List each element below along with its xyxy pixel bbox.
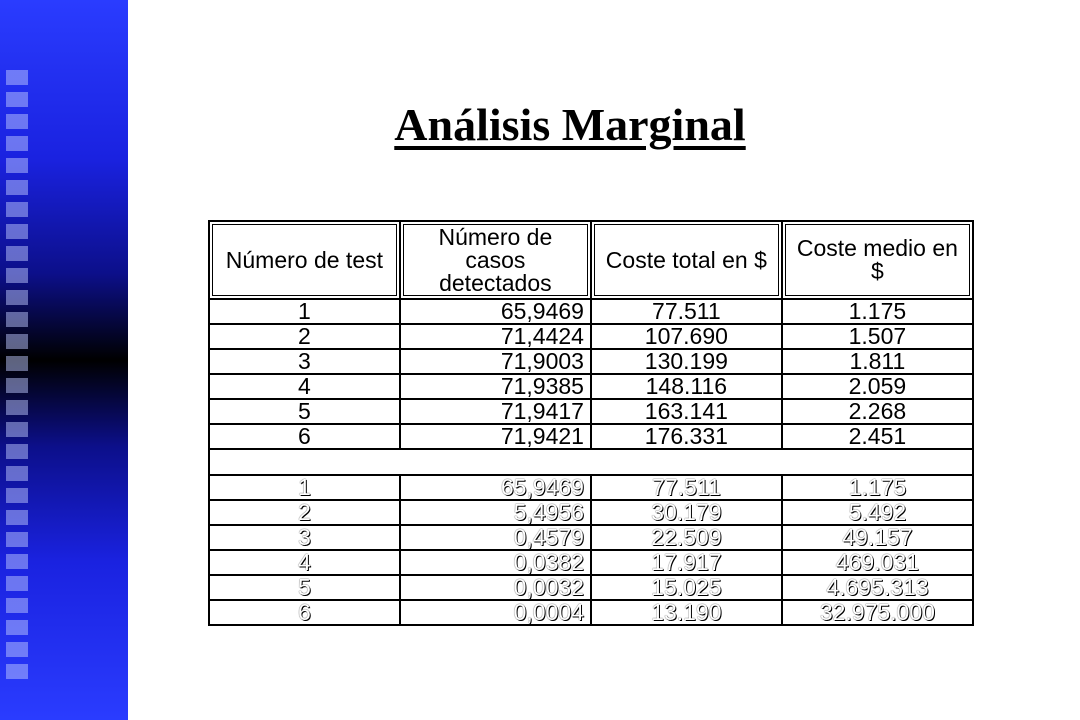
- side-decoration-band: [0, 0, 128, 720]
- cell-total-cost: 30.179: [591, 500, 782, 525]
- cell-test: 3: [209, 349, 400, 374]
- marginal-analysis-table: [208, 220, 974, 626]
- cell-test: 2: [209, 324, 400, 349]
- cell-cases: 0,4579: [400, 525, 591, 550]
- cell-cases: 0,0032: [400, 575, 591, 600]
- table-row-hidden: [209, 500, 973, 525]
- table-row-hidden: [209, 525, 973, 550]
- cell-test: 4: [209, 374, 400, 399]
- table-row: [209, 299, 973, 324]
- cell-test: 5: [209, 575, 400, 600]
- header-cases-detected: Número de casos detectados: [400, 221, 591, 299]
- cell-average-cost: 2.268: [782, 399, 973, 424]
- cell-average-cost: 2.059: [782, 374, 973, 399]
- cell-cases: 71,9385: [400, 374, 591, 399]
- cell-average-cost: 469.031: [782, 550, 973, 575]
- cell-cases: 65,9469: [400, 299, 591, 324]
- cell-test: 5: [209, 399, 400, 424]
- table-row-hidden: [209, 550, 973, 575]
- cell-average-cost: 1.811: [782, 349, 973, 374]
- table-row: [209, 349, 973, 374]
- decorative-squares: [6, 70, 28, 680]
- cell-total-cost: 15.025: [591, 575, 782, 600]
- cell-test: 3: [209, 525, 400, 550]
- table-spacer-row: [209, 449, 973, 475]
- header-total-cost: Coste total en $: [591, 221, 782, 299]
- cell-total-cost: 22.509: [591, 525, 782, 550]
- cell-cases: 71,9417: [400, 399, 591, 424]
- table-header-row: [209, 221, 973, 299]
- header-test-number: Número de test: [209, 221, 400, 299]
- cell-total-cost: 148.116: [591, 374, 782, 399]
- cell-average-cost: 4.695.313: [782, 575, 973, 600]
- cell-test: 4: [209, 550, 400, 575]
- cell-cases: 71,9421: [400, 424, 591, 449]
- table-row-hidden: [209, 575, 973, 600]
- cell-average-cost: 49.157: [782, 525, 973, 550]
- table-row-hidden: [209, 600, 973, 625]
- cell-total-cost: 17.917: [591, 550, 782, 575]
- table-row: [209, 399, 973, 424]
- cell-cases: 0,0004: [400, 600, 591, 625]
- spacer-cell: [209, 449, 973, 475]
- cell-average-cost: 1.175: [782, 475, 973, 500]
- table-row: [209, 324, 973, 349]
- cell-test: 6: [209, 424, 400, 449]
- cell-total-cost: 107.690: [591, 324, 782, 349]
- cell-average-cost: 1.507: [782, 324, 973, 349]
- cell-average-cost: 2.451: [782, 424, 973, 449]
- cell-cases: 71,4424: [400, 324, 591, 349]
- cell-cases: 0,0382: [400, 550, 591, 575]
- cell-cases: 71,9003: [400, 349, 591, 374]
- cell-test: 6: [209, 600, 400, 625]
- cell-total-cost: 77.511: [591, 299, 782, 324]
- cell-total-cost: 176.331: [591, 424, 782, 449]
- slide-title-container: [170, 98, 970, 151]
- cell-total-cost: 13.190: [591, 600, 782, 625]
- table-row-hidden: [209, 475, 973, 500]
- header-average-cost: Coste medio en $: [782, 221, 973, 299]
- slide-title: Análisis Marginal: [394, 99, 746, 150]
- cell-test: 1: [209, 475, 400, 500]
- cell-average-cost: 1.175: [782, 299, 973, 324]
- cell-test: 1: [209, 299, 400, 324]
- cell-total-cost: 163.141: [591, 399, 782, 424]
- cell-test: 2: [209, 500, 400, 525]
- cell-average-cost: 5.492: [782, 500, 973, 525]
- cell-cases: 5,4956: [400, 500, 591, 525]
- table-row: [209, 424, 973, 449]
- cell-total-cost: 130.199: [591, 349, 782, 374]
- cell-average-cost: 32.975.000: [782, 600, 973, 625]
- cell-total-cost: 77.511: [591, 475, 782, 500]
- table-row: [209, 374, 973, 399]
- cell-cases: 65,9469: [400, 475, 591, 500]
